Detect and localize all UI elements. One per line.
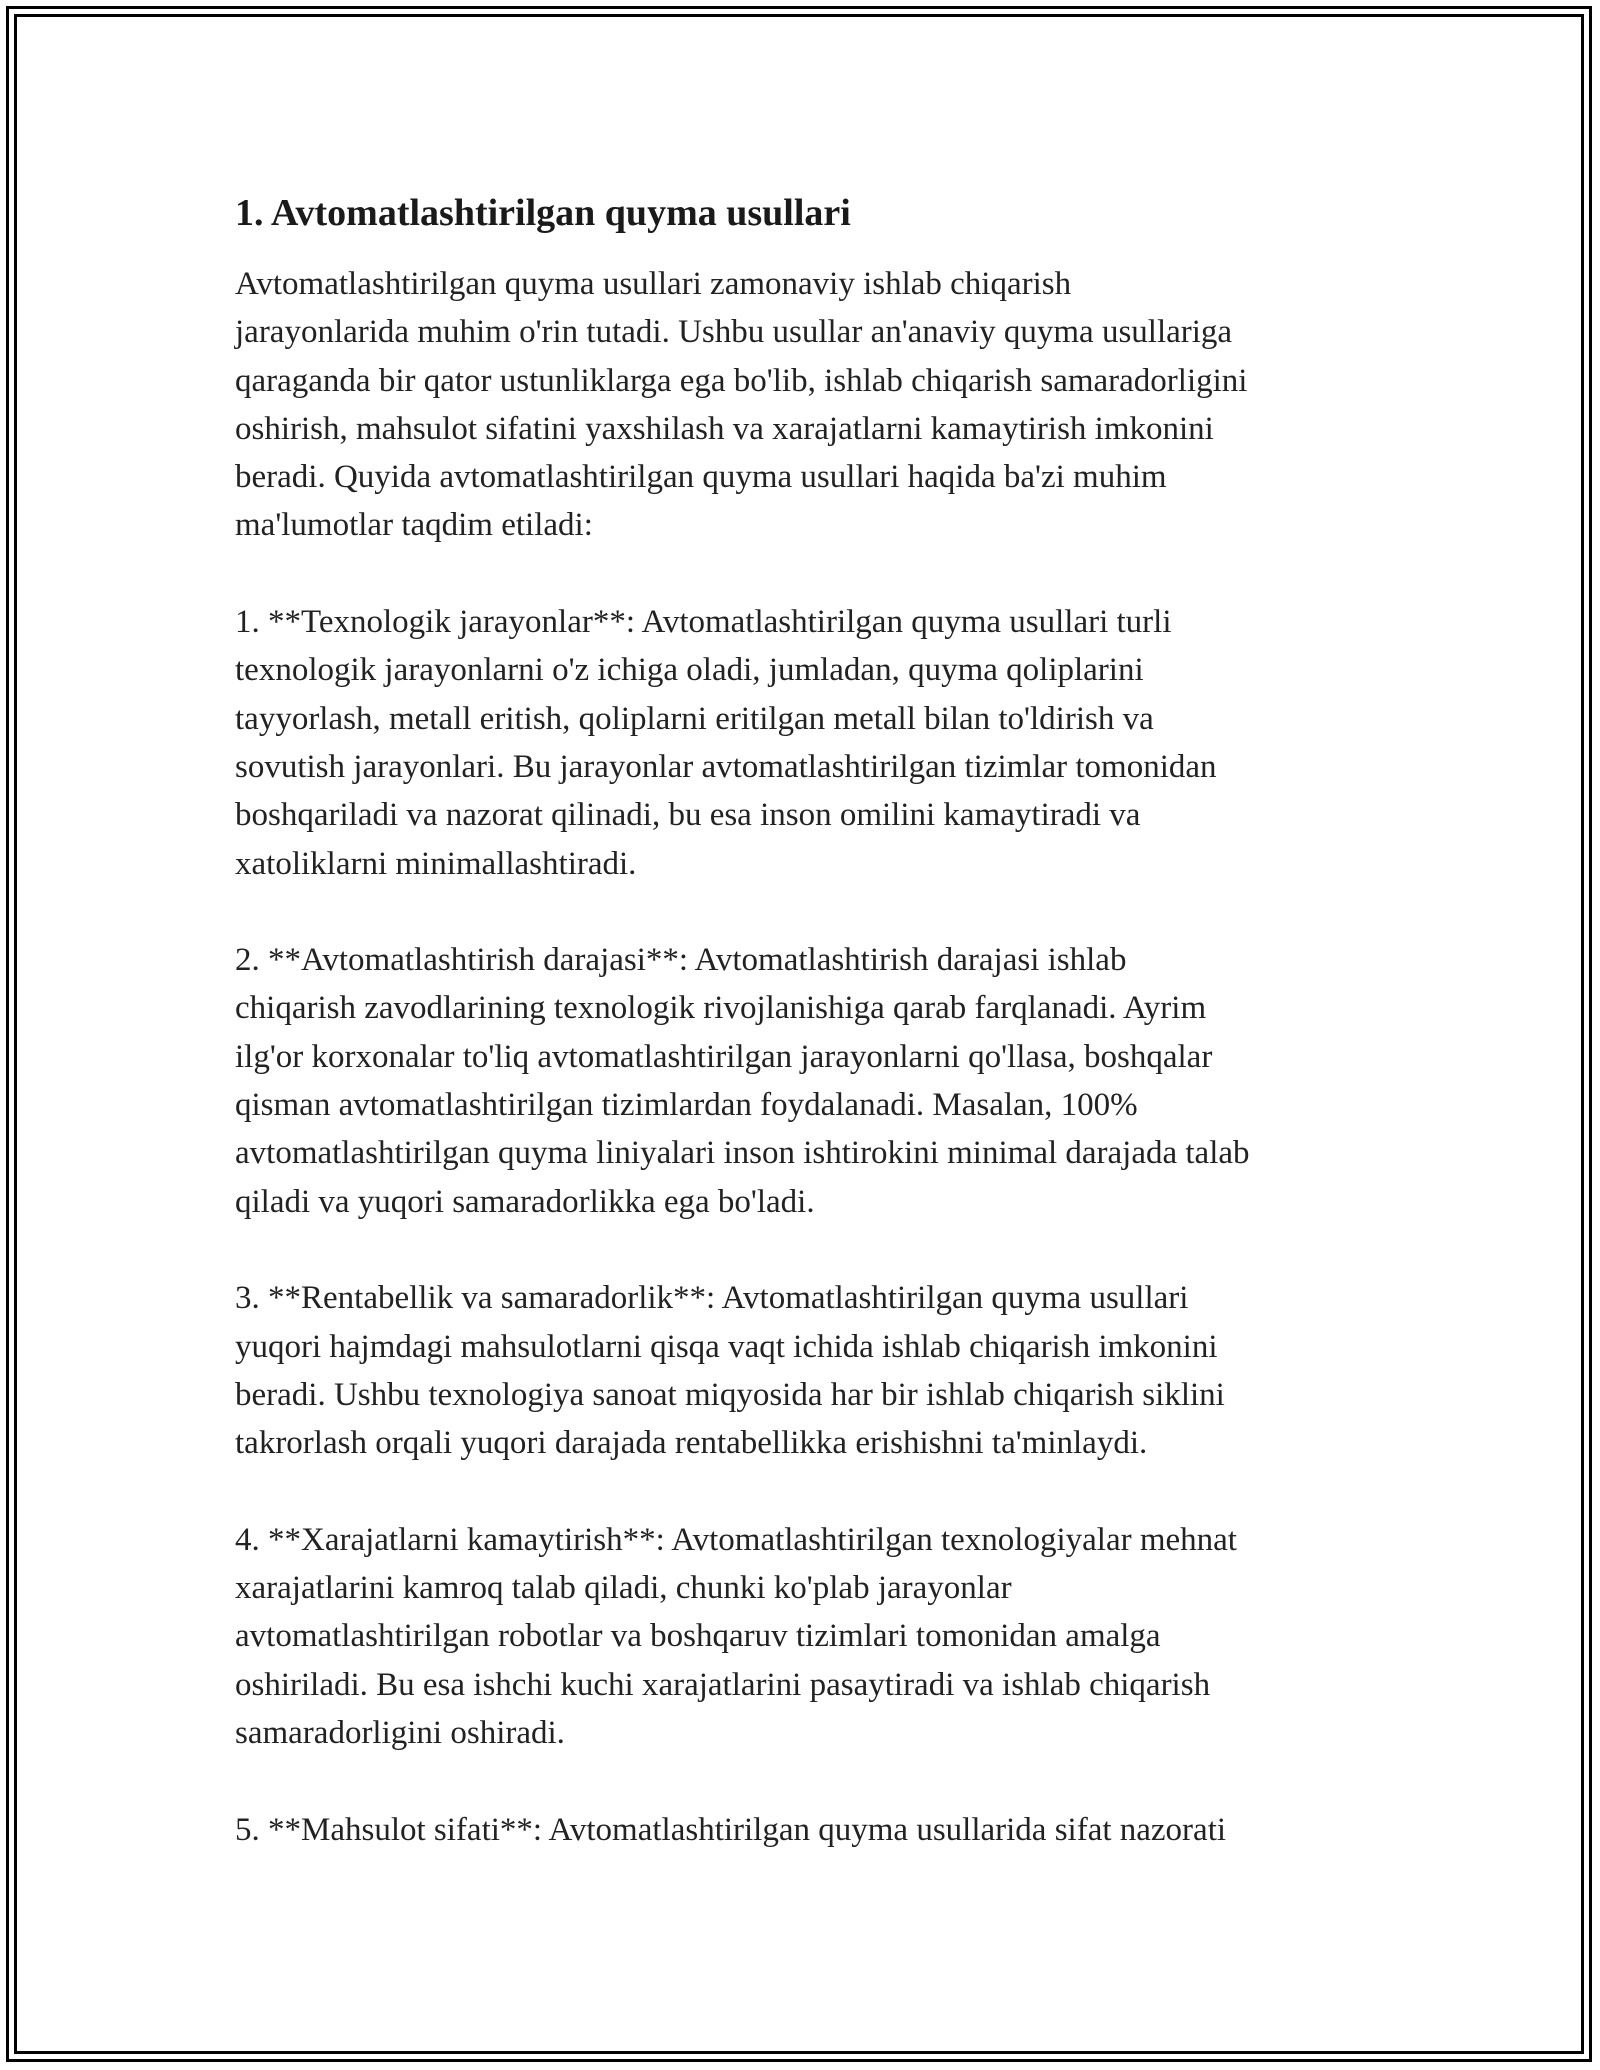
- paragraph-technological-processes: 1. **Texnologik jarayonlar**: Avtomatlashtirilgan quyma usullari turli texnologik jarayonlarni o'z ichiga oladi, jumladan, quyma qoliplarini tayyorlash, metall eritish, qoliplarni eritilgan metall bilan to'ldirish va sovutish jarayonlari. Bu jarayonlar avtomatlashtirilgan tizimlar tomonidan boshqariladi va nazorat qilinadi, bu esa inson omilini kamaytiradi va xatoliklarni minimallashtiradi.: [235, 604, 1217, 882]
- document-title: 1. Avtomatlashtirilgan quyma usullari: [235, 192, 851, 234]
- document-body: [235, 188, 1375, 1854]
- paragraph-cost-reduction: 4. **Xarajatlarni kamaytirish**: Avtomatlashtirilgan texnologiyalar mehnat xarajatlarini kamroq talab qiladi, chunki ko'plab jarayonlar avtomatlashtirilgan robotlar va boshqaruv tizimlari tomonidan amalga oshiriladi. Bu esa ishchi kuchi xarajatlarini pasaytiradi va ishlab chiqarish samaradorligini oshiradi.: [235, 1521, 1237, 1751]
- paragraph-profitability: 3. **Rentabellik va samaradorlik**: Avtomatlashtirilgan quyma usullari yuqori hajmdagi mahsulotlarni qisqa vaqt ichida ishlab chiqarish imkonini beradi. Ushbu texnologiya sanoat miqyosida har bir ishlab chiqarish siklini takrorlash orqali yuqori darajada rentabellikka erishishni ta'minlaydi.: [235, 1280, 1225, 1462]
- paragraph-product-quality: 5. **Mahsulot sifati**: Avtomatlashtirilgan quyma usullarida sifat nazorati: [235, 1811, 1227, 1848]
- intro-paragraph: Avtomatlashtirilgan quyma usullari zamonaviy ishlab chiqarish jarayonlarida muhim o'rin tutadi. Ushbu usullar an'anaviy quyma usullariga qaraganda bir qator ustunliklarga ega bo'lib, ishlab chiqarish samaradorligini oshirish, mahsulot sifatini yaxshilash va xarajatlarni kamaytirish imkonini beradi. Quyida avtomatlashtirilgan quyma usullari haqida ba'zi muhim ma'lumotlar taqdim etiladi:: [235, 266, 1248, 544]
- paragraph-automation-level: 2. **Avtomatlashtirish darajasi**: Avtomatlashtirish darajasi ishlab chiqarish zavodlarining texnologik rivojlanishiga qarab farqlanadi. Ayrim ilg'or korxonalar to'liq avtomatlashtirilgan jarayonlarni qo'llasa, boshqalar qisman avtomatlashtirilgan tizimlardan foydalanadi. Masalan, 100% avtomatlashtirilgan quyma liniyalari inson ishtirokini minimal darajada talab qiladi va yuqori samaradorlikka ega bo'ladi.: [235, 942, 1250, 1220]
